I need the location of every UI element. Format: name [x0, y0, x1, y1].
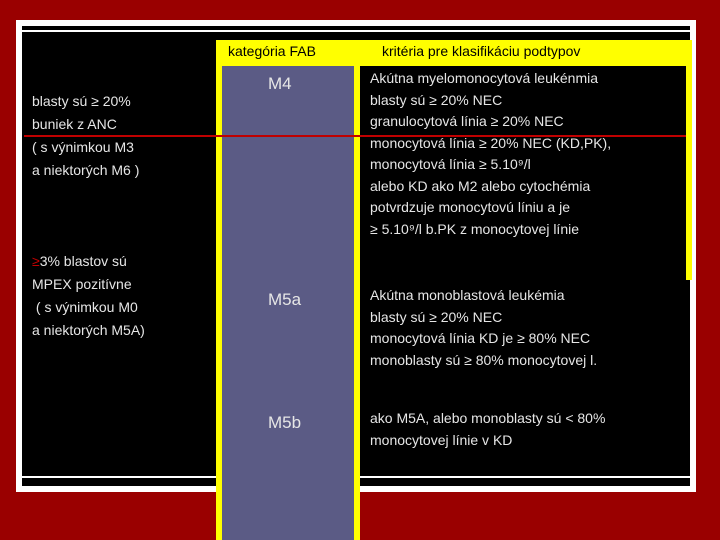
header-criteria: kritéria pre klasifikáciu podtypov	[382, 43, 581, 59]
left-line: ≥3% blastov sú	[32, 253, 127, 269]
criteria-line: monocytová línia KD je ≥ 80% NEC	[370, 330, 591, 346]
code-m5b: M5b	[268, 413, 302, 432]
criteria-m4	[370, 68, 611, 240]
code-m5a: M5a	[268, 290, 302, 309]
criteria-line: monoblasty sú ≥ 80% monocytovej l.	[370, 351, 598, 368]
left-line: ( s výnimkou M3	[32, 139, 134, 155]
criteria-line: blasty sú ≥ 20% NEC	[370, 91, 503, 108]
left-line: blasty sú ≥ 20%	[32, 93, 131, 109]
criteria-m5b	[370, 408, 605, 451]
criteria-line: alebo KD ako M2 alebo cytochémia	[370, 177, 591, 194]
criteria-line: ≥ 5.10⁹/l b.PK z monocytovej línie	[370, 220, 580, 237]
criteria-line: blasty sú ≥ 20% NEC	[370, 308, 503, 325]
code-m4: M4	[268, 74, 292, 93]
criteria-m5a	[370, 285, 597, 371]
criteria-line: monocytovej línie v KD	[370, 431, 513, 448]
left-line: a niektorých M6 )	[32, 162, 140, 178]
left-line: a niektorých M5A)	[32, 322, 145, 338]
ge-symbol: ≥	[32, 253, 40, 269]
left-block-2	[32, 250, 145, 342]
header-right-rule	[686, 40, 692, 280]
criteria-line: Akútna myelomonocytová leukénmia	[370, 70, 599, 86]
left-line: ( s výnimkou M0	[32, 299, 138, 315]
left-line: buniek z ANC	[32, 116, 117, 132]
criteria-line: ako M5A, alebo monoblasty sú < 80%	[370, 410, 606, 426]
criteria-line: Akútna monoblastová leukémia	[370, 287, 565, 303]
left-line: MPEX pozitívne	[32, 276, 132, 292]
criteria-line: monocytová línia ≥ 20% NEC (KD,PK),	[370, 134, 612, 151]
left-block-1	[32, 90, 139, 182]
criteria-line: potvrdzuje monocytovú líniu a je	[370, 199, 570, 215]
top-rule	[22, 30, 690, 32]
criteria-line: monocytová línia ≥ 5.10⁹/l	[370, 156, 531, 172]
criteria-line: granulocytová línia ≥ 20% NEC	[370, 113, 564, 129]
header-mid-rule	[354, 40, 360, 540]
header-fab: kategória FAB	[228, 43, 316, 59]
